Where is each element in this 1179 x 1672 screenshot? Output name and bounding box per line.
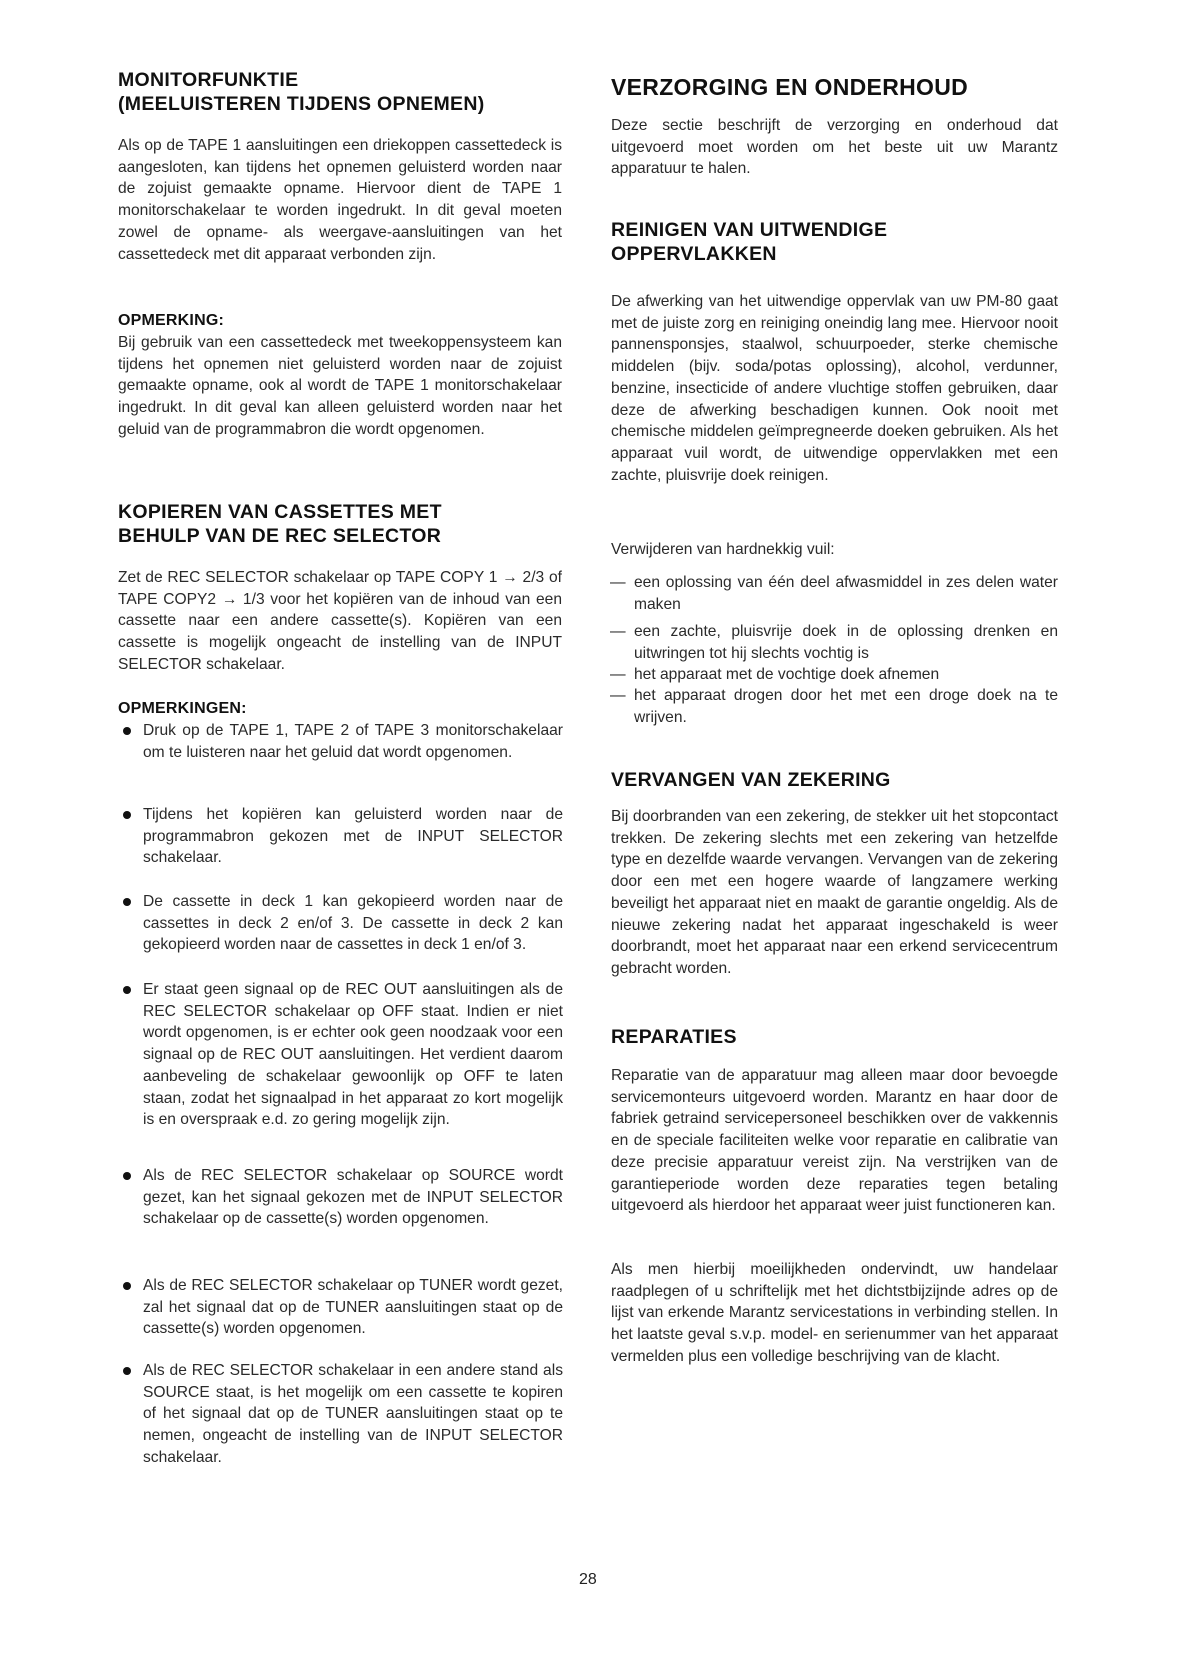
copy-heading-line-1: KOPIEREN VAN CASSETTES MET: [118, 501, 442, 523]
bullet-item: Tijdens het kopiëren kan geluisterd worden naar de programmabron gekozen met de INPUT SELECTOR schakelaar.: [143, 804, 563, 869]
cleaning-heading-line-1: REINIGEN VAN UITWENDIGE: [611, 219, 888, 241]
copy-notes-heading: OPMERKINGEN:: [118, 700, 247, 717]
bullet-item: Als de REC SELECTOR schakelaar in een andere stand als SOURCE staat, is het mogelijk om een cassette te kopiren of het signaal dat op de TUNER aansluitingen staat op te nemen, ongeacht de instelling van de INPUT SELECTOR schakelaar.: [143, 1360, 563, 1469]
step-text: het apparaat met de vochtige doek afnemen: [634, 666, 940, 683]
monitor-heading-line-2: (MEELUISTEREN TIJDENS OPNEMEN): [118, 93, 485, 115]
bullet-item: Er staat geen signaal op de REC OUT aansluitingen als de REC SELECTOR schakelaar op OFF staat. Indien er niet wordt opgenomen, is er echter ook geen noodzaak voor een signaal op de REC OUT aansluitingen. Het verdient daarom aanbeveling de schakelaar gewoonlijk op OFF te laten staan, zodat het signaalpad in het apparaat zo kort mogelijk is en overspraak e.d. zo gering mogelijk zijn.: [143, 979, 563, 1131]
intro-body: Deze sectie beschrijft de verzorging en onderhoud dat uitgevoerd moet worden om het beste uit uw Marantz apparatuur te halen.: [611, 117, 1058, 178]
step-text: het apparaat drogen door het met een droge doek na te wrijven.: [634, 687, 1058, 726]
repairs-body-2: Als men hierbij moeilijkheden ondervindt, uw handelaar raadplegen of u schriftelijk met het dichtstbijzijnde adres op de lijst van erkende Marantz servicestations in verbinding stellen. In het laatste geval s.v.p. model- en serienummer van het apparaat vermelden plus een volledige beschrijving van de klacht.: [611, 1261, 1058, 1365]
monitor-note-heading: OPMERKING:: [118, 312, 224, 329]
bullet-item: De cassette in deck 1 kan gekopieerd worden naar de cassettes in deck 2 en/of 3. De cassette in deck 2 kan gekopieerd worden naar de cassettes in deck 1 en/of 3.: [143, 891, 563, 956]
cleaning-body: De afwerking van het uitwendige oppervlak van uw PM-80 gaat met de juiste zorg en reiniging oneindig lang mee. Hiervoor nooit pannensponsjes, staalwol, schuurpoeder, sterke chemische middelen (bijv. soda/potas oplossing), alcohol, verdunner, benzine, insecticide of andere vluchtige stoffen gebruiken, daar deze de afwerking beschadigen kunnen. Ook nooit met chemische middelen geïmpregneerde doeken gebruiken. Als het apparaat vuil wordt, de uitwendige oppervlakken met een zachte, pluisvrije doek reinigen.: [611, 293, 1058, 484]
step-text: een zachte, pluisvrije doek in de oplossing drenken en uitwringen tot hij slechts vochtig is: [634, 623, 1058, 662]
step-item: [610, 664, 1058, 686]
dirt-intro: Verwijderen van hardnekkig vuil:: [611, 541, 835, 558]
repairs-heading: REPARATIES: [611, 1026, 737, 1048]
page-title: VERZORGING EN ONDERHOUD: [611, 74, 969, 100]
step-item: [610, 685, 1058, 728]
copy-heading-line-2: BEHULP VAN DE REC SELECTOR: [118, 525, 442, 547]
dash-marker: —: [610, 574, 626, 591]
repairs-body-1: Reparatie van de apparatuur mag alleen maar door bevoegde servicemonteurs uitgevoerd worden. Marantz en haar door de fabriek getraind servicepersoneel beschikken over de vakkennis en de speciale faciliteiten welke voor reparatie en calibratie van deze precisie apparatuur vereist zijn. Na verstrijken van de garantieperiode worden deze reparaties tegen betaling uitgevoerd als hierdoor het apparaat weer juist functioneren kan.: [611, 1067, 1058, 1215]
copy-heading: [118, 500, 562, 548]
copy-body: Zet de REC SELECTOR schakelaar op TAPE COPY 1 → 2/3 of TAPE COPY2 → 1/3 voor het kopiëren van de inhoud van een cassette naar een andere cassette(s). Kopiëren van een cassette is mogelijk ongeacht de instelling van de INPUT SELECTOR schakelaar.: [118, 569, 562, 673]
step-item: [610, 621, 1058, 664]
monitor-heading-line-1: MONITORFUNKTIE: [118, 69, 299, 91]
page-number: 28: [579, 1571, 597, 1588]
monitor-heading: [118, 68, 562, 116]
monitor-note-body: Bij gebruik van een cassettedeck met tweekoppensysteem kan tijdens het opnemen niet geluisterd worden naar de zojuist gemaakte opname, ook al wordt de TAPE 1 monitorschakelaar ingedrukt. In dit geval kan alleen geluisterd worden naar het geluid van de programmabron die wordt opgenomen.: [118, 334, 562, 438]
monitor-body: Als op de TAPE 1 aansluitingen een driekoppen cassettedeck is aangesloten, kan tijdens het opnemen geluisterd worden naar de zojuist gemaakte opname. Hiervoor dient de TAPE 1 monitorschakelaar te worden ingedrukt. In dit geval moeten zowel de opname- als weergave-aansluitingen van het cassettedeck met dit apparaat verbonden zijn.: [118, 137, 562, 263]
cleaning-heading: [611, 218, 1058, 266]
fuse-body: Bij doorbranden van een zekering, de stekker uit het stopcontact trekken. De zekering slechts met een zekering van hetzelfde type en dezelfde waarde vervangen. Vervangen van de zekering door een met een hogere waarde of langzamere werking beveiligt het apparaat niet en maakt de garantie ongeldig. Als de nieuwe zekering nadat het apparaat ingeschakeld is weer doorbrandt, moet het apparaat naar een erkend servicecentrum gebracht worden.: [611, 808, 1058, 977]
fuse-heading: VERVANGEN VAN ZEKERING: [611, 769, 891, 791]
bullet-item: Druk op de TAPE 1, TAPE 2 of TAPE 3 monitorschakelaar om te luisteren naar het geluid dat wordt opgenomen.: [143, 720, 563, 763]
step-item: [610, 572, 1058, 615]
dash-marker: —: [610, 623, 626, 640]
dash-marker: —: [610, 666, 626, 683]
step-text: een oplossing van één deel afwasmiddel in zes delen water maken: [634, 574, 1058, 613]
bullet-item: Als de REC SELECTOR schakelaar op SOURCE wordt gezet, kan het signaal gekozen met de INPUT SELECTOR schakelaar op de cassette(s) worden opgenomen.: [143, 1165, 563, 1230]
dash-marker: —: [610, 687, 626, 704]
bullet-item: Als de REC SELECTOR schakelaar op TUNER wordt gezet, zal het signaal dat op de TUNER aansluitingen staat op de cassette(s) worden opgenomen.: [143, 1275, 563, 1340]
cleaning-heading-line-2: OPPERVLAKKEN: [611, 243, 777, 265]
